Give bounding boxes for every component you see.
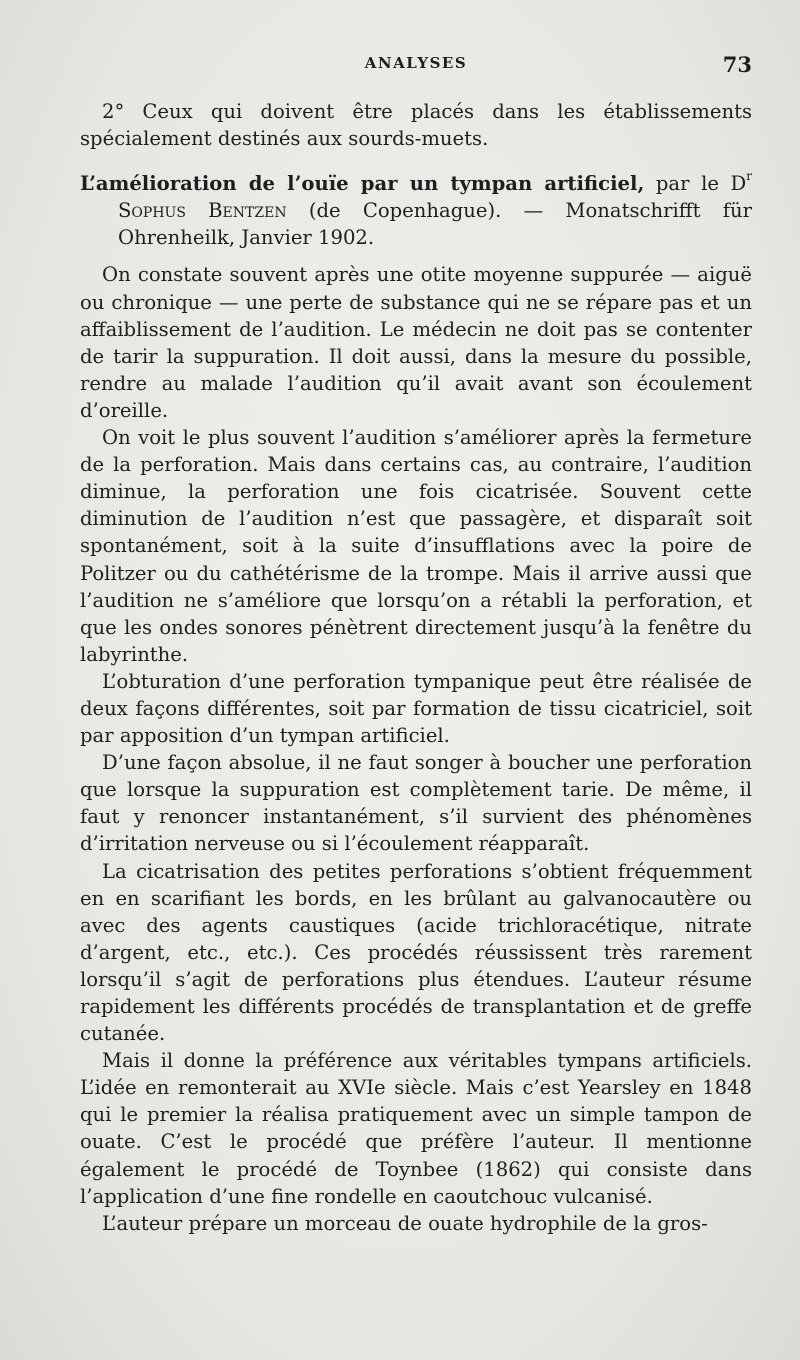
body-paragraph: On voit le plus souvent l’audition s’améliorer après la fermeture de la perforation. Mais dans certains cas, au contraire, l’audition diminue, la perforation une fois cicatrisée. Souvent cette diminution de l’audition n’est que passagère, et disparaît soit spontanément, soit à la suite d’insufflations avec la poire de Politzer ou du cathétérisme de la trompe. Mais il arrive aussi que l’audition ne s’améliore que lorsqu’on a rétabli la perforation, et que les ondes sonores pénètrent directement jusqu’à la fenêtre du labyrinthe. <box>80 426 752 666</box>
page-header <box>80 54 752 82</box>
running-title: ANALYSES <box>364 54 468 72</box>
intro-paragraph: 2° Ceux qui doivent être placés dans les établissements spécialement destinés aux sourds-muets. <box>80 100 752 151</box>
body-paragraph: L’obturation d’une perforation tympanique peut être réalisée de deux façons différentes, soit par formation de tissu cicatriciel, soit par apposition d’un tympan artificiel. <box>80 669 752 748</box>
body-paragraph: La cicatrisation des petites perforations s’obtient fréquemment en en scarifiant les bords, en les brûlant au galvanocautère ou avec des agents caustiques (acide trichloracétique, nitrate d’argent, etc., etc.). Ces procédés réussissent très rarement lorsqu’il s’agit de perforations plus étendues. L’auteur résume rapidement les différents procédés de transplantation et de greffe cutanée. <box>80 859 752 1046</box>
page-number: 73 <box>722 52 752 77</box>
article-body <box>80 261 752 1236</box>
article-by: par le D <box>655 172 747 196</box>
page-body <box>80 98 752 1237</box>
article-title: L’amélioration de l’ouïe par un tympan artificiel, <box>80 172 645 196</box>
article-origin: (de Copenhague). — Monatschrifft für Ohrenheilk, Janvier 1902. <box>118 199 752 250</box>
body-paragraph: On constate souvent après une otite moyenne suppurée — aiguë ou chronique — une perte de substance qui ne se répare pas et un affaiblissement de l’audition. Le médecin ne doit pas se contenter de tarir la suppuration. Il doit aussi, dans la mesure du possible, rendre au malade l’audition qu’il avait avant son écoulement d’oreille. <box>80 263 752 422</box>
article-author: Sophus Bentzen <box>118 199 287 223</box>
article-heading <box>80 170 752 251</box>
doctor-superscript: r <box>746 169 753 184</box>
body-paragraph: D’une façon absolue, il ne faut songer à boucher une perforation que lorsque la suppuration est complètement tarie. De même, il faut y renoncer instantanément, s’il survient des phénomènes d’irritation nerveuse ou si l’écoulement réapparaît. <box>80 751 752 856</box>
body-paragraph: Mais il donne la préférence aux véritables tympans artificiels. L’idée en remonterait au XVIe siècle. Mais c’est Yearsley en 1848 qui le premier la réalisa pratiquement avec un simple tampon de ouate. C’est le procédé que préfère l’auteur. Il mentionne également le procédé de Toynbee (1862) qui consiste dans l’application d’une fine rondelle en caoutchouc vulcanisé. <box>80 1049 752 1208</box>
body-paragraph: L’auteur prépare un morceau de ouate hydrophile de la gros- <box>102 1211 708 1235</box>
